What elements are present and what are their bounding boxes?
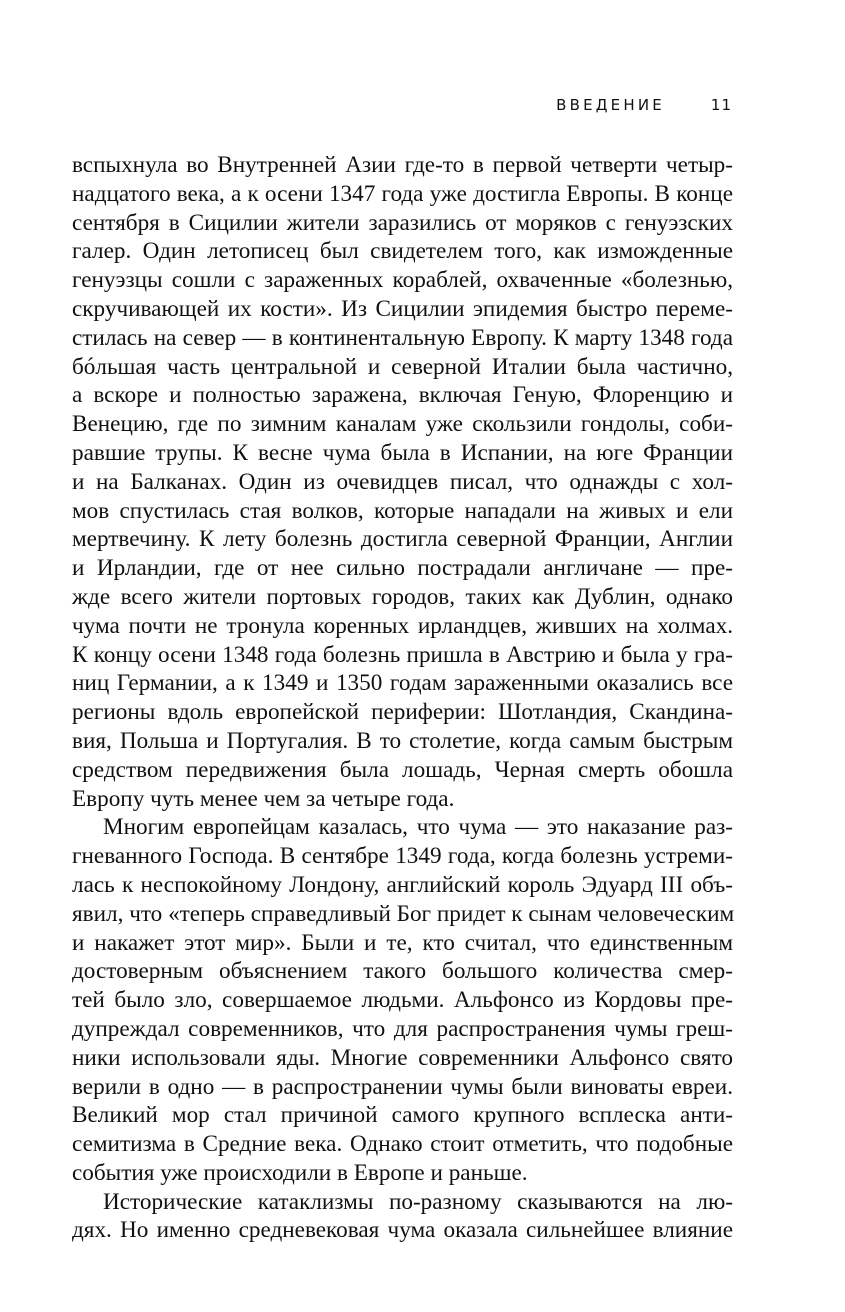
running-head-section: ВВЕДЕНИЕ (556, 96, 665, 114)
text-line: вия, Польша и Португалия. В то столетие, когда самым быстрым (72, 727, 733, 754)
text-line: жде всего жители портовых городов, таких как Дублин, однако (72, 583, 733, 610)
text-line: гневанного Господа. В сентябре 1349 года, когда болезнь устреми- (72, 843, 733, 870)
text-line: и на Балканах. Один из очевидцев писал, что однажды с хол- (72, 468, 733, 495)
text-line: Венецию, где по зимним каналам уже скользили гондолы, соби- (72, 411, 733, 438)
text-line: дях. Но именно средневековая чума оказала сильнейшее влияние (72, 1217, 733, 1244)
text-line: дупреждал современников, что для распространения чумы греш- (72, 1015, 733, 1042)
page-number: 11 (710, 96, 732, 114)
text-line: и Ирландии, где от нее сильно пострадали англичане — пре- (72, 555, 733, 582)
text-line: чума почти не тронула коренных ирландцев, живших на холмах. (72, 612, 733, 639)
text-line: Исторические катаклизмы по-разному сказываются на лю- (103, 1188, 733, 1215)
text-line: генуэзцы сошли с зараженных кораблей, охваченные «болезнью, (72, 267, 733, 294)
text-line: ниц Германии, а к 1349 и 1350 годам зараженными оказались все (72, 670, 733, 697)
text-line: а вскоре и полностью заражена, включая Геную, Флоренцию и (72, 382, 733, 409)
text-line: тей было зло, совершаемое людьми. Альфонсо из Кордовы пре- (72, 987, 733, 1014)
text-line: галер. Один летописец был свидетелем того, как изможденные (72, 238, 733, 265)
text-line: равшие трупы. К весне чума была в Испании, на юге Франции (72, 439, 733, 466)
text-line: лась к неспокойному Лондону, английский король Эдуард III объ- (72, 871, 733, 898)
text-line: верили в одно — в распространении чумы были виноваты евреи. (72, 1073, 733, 1100)
text-line: Великий мор стал причиной самого крупного всплеска анти- (72, 1102, 733, 1129)
text-line: Европу чуть менее чем за четыре года. (72, 785, 455, 812)
text-line: мов спустилась стая волков, которые нападали на живых и ели (72, 497, 733, 524)
text-line: и накажет этот мир». Были и те, кто считал, что единственным (72, 929, 733, 956)
text-line: Многим европейцам казалась, что чума — это наказание раз- (103, 814, 733, 841)
text-line: семитизма в Средние века. Однако стоит отметить, что подобные (72, 1131, 733, 1158)
text-line: стилась на север — в континентальную Европу. К марту 1348 года (72, 324, 733, 351)
text-line: регионы вдоль европейской периферии: Шотландия, Скандина- (72, 699, 733, 726)
text-line: бóльшая часть центральной и северной Италии была частично, (72, 353, 733, 380)
body-text (72, 151, 733, 1245)
text-line: ники использовали яды. Многие современники Альфонсо свято (72, 1044, 733, 1071)
text-line: средством передвижения была лошадь, Черная смерть обошла (72, 756, 733, 783)
text-line: достоверным объяснением такого большого количества смер- (72, 958, 733, 985)
text-line: К концу осени 1348 года болезнь пришла в Австрию и была у гра- (72, 641, 733, 668)
paragraph-1 (72, 151, 733, 813)
paragraph-2 (72, 813, 733, 1187)
text-line: явил, что «теперь справедливый Бог придет к сынам человеческим (72, 900, 735, 927)
text-line: надцатого века, а к осени 1347 года уже достигла Европы. В конце (72, 180, 733, 207)
text-line: мертвечину. К лету болезнь достигла северной Франции, Англии (72, 526, 733, 553)
text-line: события уже происходили в Европе и раньше. (72, 1159, 528, 1186)
text-line: вспыхнула во Внутренней Азии где-то в первой четверти четыр- (72, 152, 733, 178)
text-line: скручивающей их кости». Из Сицилии эпидемия быстро переме- (72, 295, 733, 322)
paragraph-3 (72, 1188, 733, 1246)
running-head (556, 96, 732, 114)
text-line: сентября в Сицилии жители заразились от моряков с генуэзских (72, 209, 733, 236)
